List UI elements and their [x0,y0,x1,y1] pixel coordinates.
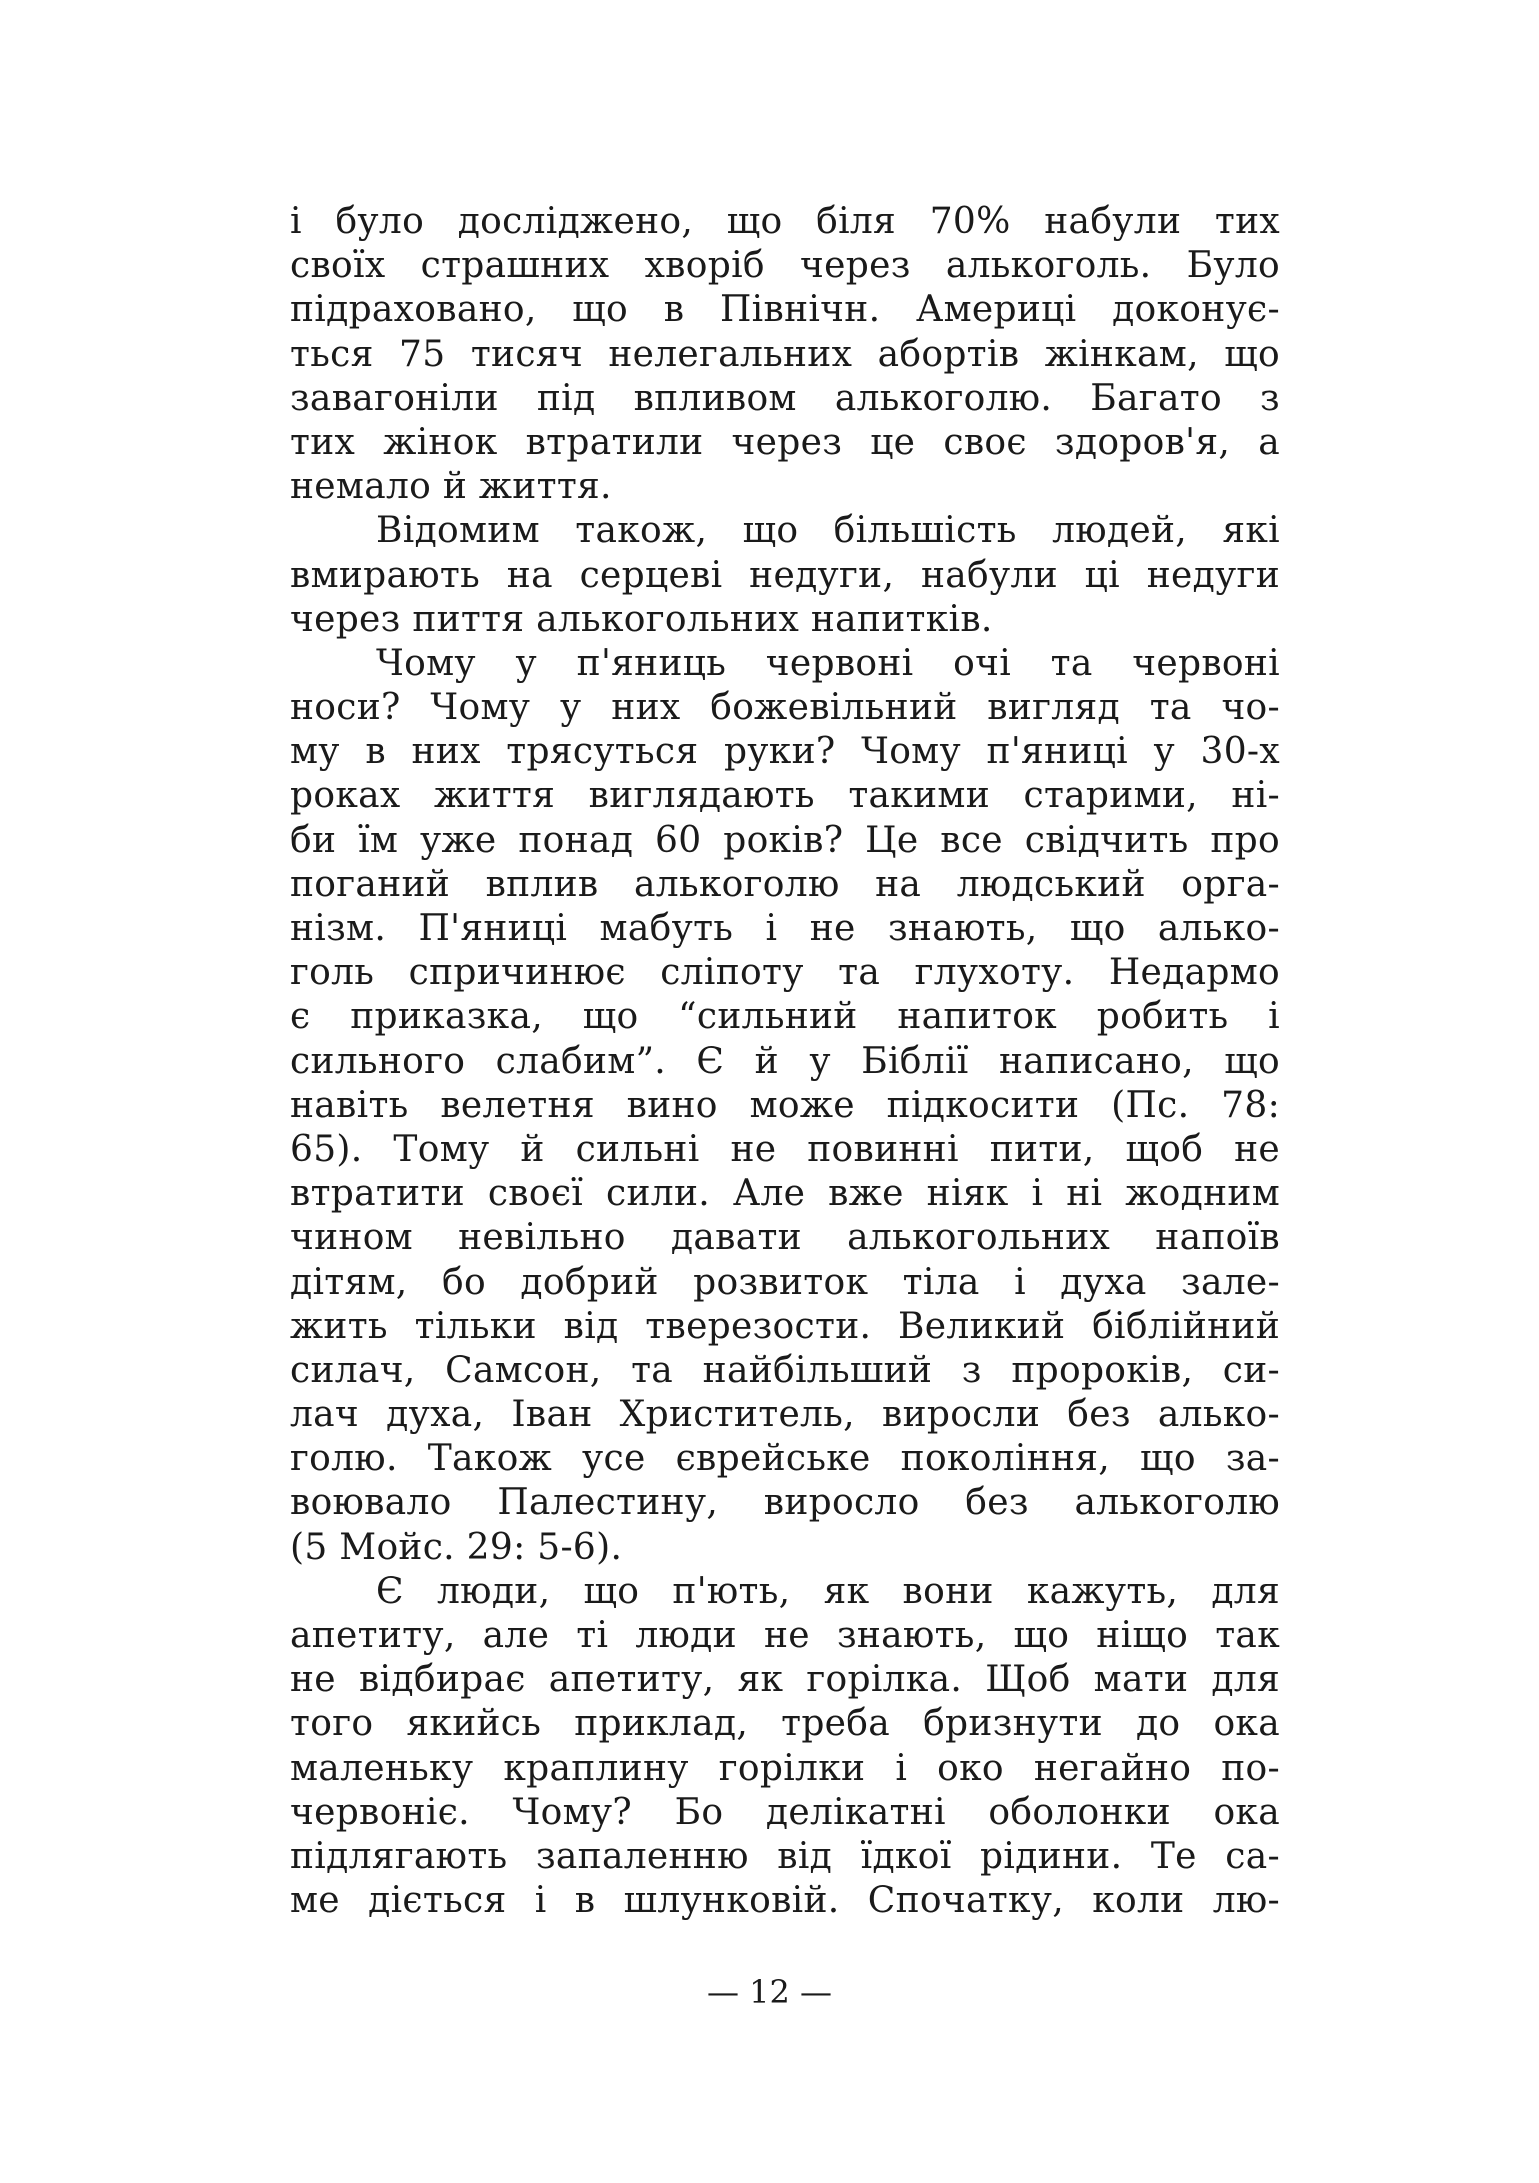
text-line: дітям, бо добрий розвиток тіла і духа зале- [290,1261,1280,1303]
text-line: немало й життя. [290,466,612,508]
text-line: не відбирає апетиту, як горілка. Щоб мати для [290,1659,1280,1701]
page-number: — 12 — [706,1973,833,2011]
text-line: є приказка, що “сильний напиток робить і [290,996,1280,1038]
text-line: своїх страшних хворіб через алькоголь. Було [290,245,1280,287]
text-line: (5 Мойс. 29: 5-6). [290,1526,623,1568]
text-line: підраховано, що в Північн. Америці доконує- [290,289,1280,331]
text-line: лач духа, Іван Христитель, виросли без алько- [290,1394,1280,1436]
text-line: 65). Тому й сильні не повинні пити, щоб не [290,1128,1280,1170]
text-line: тих жінок втратили через це своє здоров'я, а [290,421,1280,463]
text-line: через пиття алькогольних напитків. [290,598,993,640]
text-line: носи? Чому у них божевільний вигляд та чо- [290,687,1280,729]
text-line: би їм уже понад 60 років? Це все свідчить про [290,819,1280,861]
text-line: того якийсь приклад, треба бризнути до ока [290,1703,1280,1745]
text-line: му в них трясуться руки? Чому п'яниці у 30-х [290,731,1280,773]
text-line: сильного слабим”. Є й у Біблії написано, що [290,1040,1280,1082]
text-line: маленьку краплину горілки і око негайно по- [290,1747,1280,1789]
text-line: нізм. П'яниці мабуть і не знають, що алько- [290,908,1280,949]
text-line: голю. Також усе єврейське покоління, що за- [290,1438,1280,1480]
text-line: апетиту, але ті люди не знають, що ніщо так [290,1615,1280,1656]
text-line: Є люди, що п'ють, як вони кажуть, для [376,1570,1280,1612]
text-line: чином невільно давати алькогольних напоїв [290,1217,1280,1259]
text-line: Чому у п'яниць червоні очі та червоні [376,642,1280,684]
body-text [290,200,1280,1923]
text-line: жить тільки від тверезости. Великий біблійний [290,1305,1280,1347]
text-line: і було досліджено, що біля 70% набули тих [290,201,1280,242]
text-line: втратити своєї сили. Але вже ніяк і ні жодним [290,1173,1280,1215]
text-line: вмирають на серцеві недуги, набули ці недуги [290,554,1280,596]
text-line: поганий вплив алькоголю на людський орга- [290,863,1280,905]
text-line: завагоніли під впливом алькоголю. Багато з [290,377,1280,419]
text-line: Відомим також, що більшість людей, які [376,510,1280,552]
text-line: ме діється і в шлунковій. Спочатку, коли лю- [290,1880,1280,1922]
text-line: підлягають запаленню від їдкої рідини. Те са- [290,1835,1280,1877]
text-line: воювало Палестину, виросло без алькоголю [290,1482,1280,1524]
text-line: навіть велетня вино може підкосити (Пс. 78: [290,1084,1280,1126]
text-line: силач, Самсон, та найбільший з пророків, си- [290,1349,1280,1391]
text-line: червоніє. Чому? Бо делікатні оболонки ока [290,1791,1280,1833]
text-line: роках життя виглядають такими старими, ні- [290,775,1280,817]
text-line: голь спричинює сліпоту та глухоту. Недармо [290,952,1280,994]
text-line: ться 75 тисяч нелегальних абортів жінкам, що [290,333,1280,375]
